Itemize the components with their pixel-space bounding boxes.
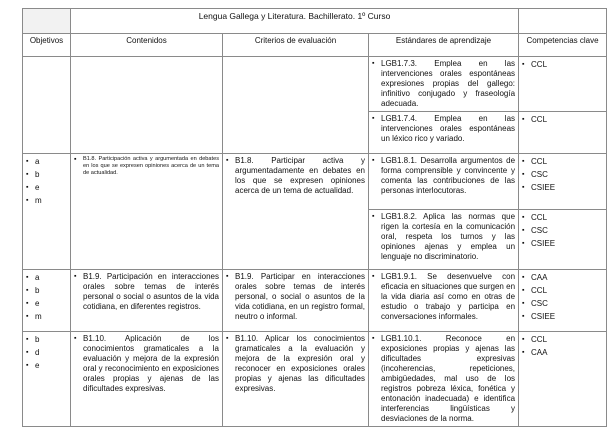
estandar-cell [369, 332, 519, 427]
estandar-cell [369, 154, 519, 210]
table-title: Lengua Gallega y Literatura. Bachillerato. 1º Curso [71, 9, 519, 34]
estandar-text: ▪ LGB1.8.1. Desarrolla argumentos de forma comprensible y convincente y comenta las contribuciones de las personas interlocutoras. [372, 156, 515, 196]
objetivo-item: ▪ m [26, 311, 67, 324]
title-left-spacer [23, 9, 71, 34]
objetivo-item: ▪ d [26, 347, 67, 360]
objetivo-item: ▪ a [26, 156, 67, 169]
header-competencias: Competencias clave [519, 34, 607, 57]
table-title-row [23, 9, 607, 34]
competencias-cell [519, 57, 607, 112]
objetivo-item: ▪ e [26, 360, 67, 373]
estandar-text: ▪ LGB1.7.4. Emplea en las intervenciones orales espontáneas un léxico rico y variado. [372, 114, 515, 144]
criterio-cell [223, 270, 369, 332]
contenido-cell [71, 154, 223, 270]
objetivo-item: ▪ b [26, 169, 67, 182]
competencia-item: ▪ CSC [522, 298, 603, 311]
estandar-text: ▪ LGB1.9.1. Se desenvuelve con eficacia en situaciones que surgen en la vida diaria así como en otras de estudio o trabajo y participa en conversaciones informales. [372, 272, 515, 322]
competencia-item: ▪ CSC [522, 169, 603, 182]
table-row [23, 332, 607, 427]
header-objetivos: Objetivos [23, 34, 71, 57]
header-row [23, 34, 607, 57]
competencias-cell [519, 154, 607, 210]
competencia-item: ▪ CSC [522, 225, 603, 238]
estandar-cell [369, 210, 519, 270]
title-right-spacer [519, 9, 607, 34]
table-row [23, 154, 607, 210]
criterio-cell [223, 57, 369, 154]
competencia-item: ▪ CCL [522, 212, 603, 225]
header-contenidos: Contenidos [71, 34, 223, 57]
table-row [23, 57, 607, 112]
competencias-cell [519, 332, 607, 427]
objetivos-cell [23, 270, 71, 332]
criterio-text: ▪ B1.8. Participar activa y argumentadamente en debates en los que se expresen opiniones acerca de un tema de actualidad. [226, 156, 365, 196]
estandar-text: ▪ LGB1.7.3. Emplea en las intervenciones orales espontáneas expresiones propias del gallego: infinitivo conjugado y fraseología adecuada. [372, 59, 515, 109]
objetivo-item: ▪ b [26, 334, 67, 347]
contenido-text: ▪ B1.9. Participación en interacciones orales sobre temas de interés personal o social o asuntos de la vida cotidiana, en diferentes registros. [74, 272, 219, 312]
competencia-item: ▪ CAA [522, 347, 603, 360]
criterio-cell [223, 154, 369, 270]
competencia-item: ▪ CCL [522, 156, 603, 169]
objetivo-item: ▪ m [26, 195, 67, 208]
estandar-cell [369, 112, 519, 154]
header-estandares: Estándares de aprendizaje [369, 34, 519, 57]
estandar-text: ▪ LGB1.10.1. Reconoce en exposiciones propias y ajenas las dificultades expresivas (incoherencias, repeticiones, ambigüedades, mal uso de los registros pobreza léxica, fonética y entonación inadecuada) e identifica interferencias lingüísticas y desviaciones de la norma. [372, 334, 515, 424]
curriculum-table [22, 8, 607, 427]
competencia-item: ▪ CCL [522, 334, 603, 347]
objetivos-cell [23, 332, 71, 427]
objetivo-item: ▪ e [26, 182, 67, 195]
competencia-item: ▪ CSIEE [522, 311, 603, 324]
criterio-cell [223, 332, 369, 427]
estandar-cell [369, 57, 519, 112]
contenido-cell [71, 57, 223, 154]
objetivo-item: ▪ b [26, 285, 67, 298]
contenido-cell [71, 332, 223, 427]
estandar-text: ▪ LGB1.8.2. Aplica las normas que rigen la cortesía en la comunicación oral, respeta los turnos y las opiniones ajenas y emplea un lenguaje no discriminatorio. [372, 212, 515, 262]
objetivos-cell [23, 57, 71, 154]
header-criterios: Criterios de evaluación [223, 34, 369, 57]
competencia-item: ▪ CAA [522, 272, 603, 285]
contenido-cell [71, 270, 223, 332]
contenido-text: ▪ B1.8. Participación activa y argumentada en debates en los que se expresen opiniones acerca de un tema de actualidad. [74, 156, 219, 177]
criterio-text: ▪ B1.9. Participar en interacciones orales sobre temas de interés personal, o social o asuntos de la vida cotidiana, en un registro formal, neutro o informal. [226, 272, 365, 322]
competencias-cell [519, 112, 607, 154]
competencia-item: ▪ CSIEE [522, 238, 603, 251]
estandar-cell [369, 270, 519, 332]
objetivo-item: ▪ a [26, 272, 67, 285]
competencia-item: ▪ CCL [522, 59, 603, 72]
competencia-item: ▪ CCL [522, 285, 603, 298]
table-row [23, 270, 607, 332]
competencias-cell [519, 270, 607, 332]
competencia-item: ▪ CCL [522, 114, 603, 127]
objetivos-cell [23, 154, 71, 270]
contenido-text: ▪ B1.10. Aplicación de los conocimientos gramaticales a la evaluación y mejora de la expresión oral y reconocimiento en exposiciones orales propias y ajenas de las dificultades expresivas. [74, 334, 219, 394]
competencia-item: ▪ CSIEE [522, 182, 603, 195]
competencias-cell [519, 210, 607, 270]
objetivo-item: ▪ e [26, 298, 67, 311]
criterio-text: ▪ B1.10. Aplicar los conocimientos gramaticales a la evaluación y mejora de la expresión oral y reconocer en exposiciones orales propias y ajenas las dificultades expresivas. [226, 334, 365, 394]
